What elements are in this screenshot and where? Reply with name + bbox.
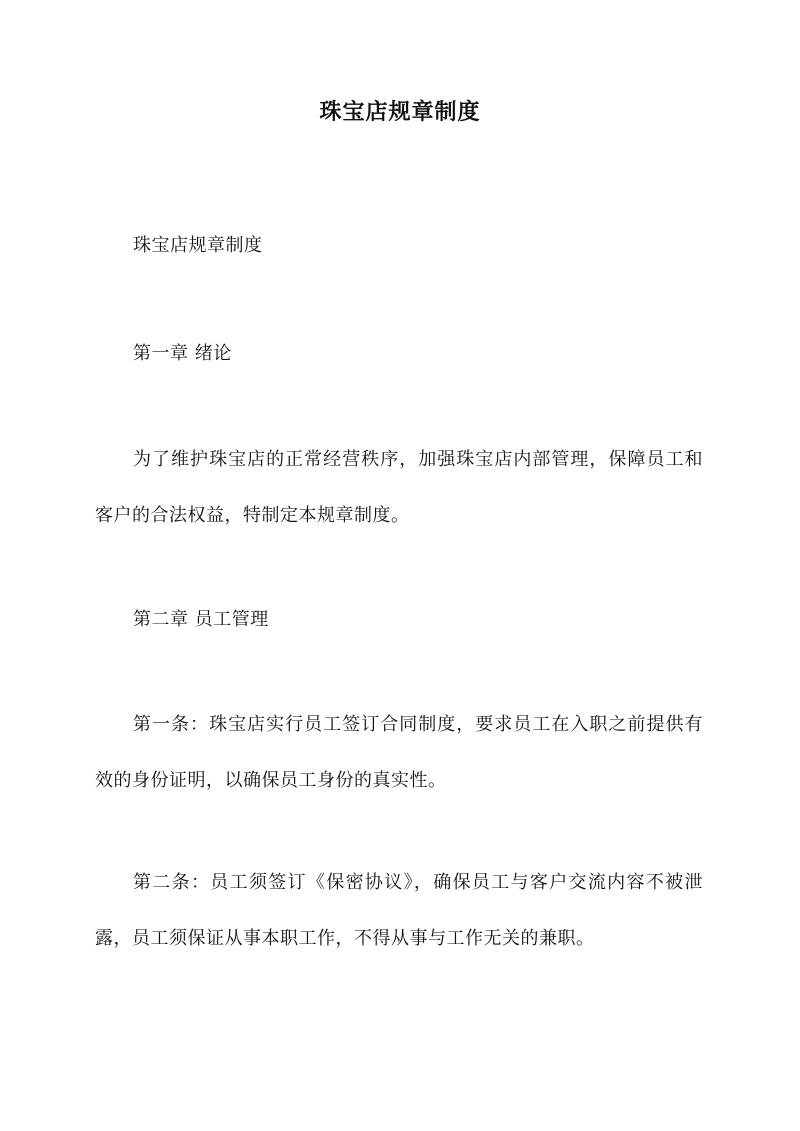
intro-paragraph: 为了维护珠宝店的正常经营秩序，加强珠宝店内部管理，保障员工和客户的合法权益，特制定本规章制度。 <box>95 449 703 526</box>
chapter-two-heading: 第二章 员工管理 <box>133 609 269 630</box>
article-two-paragraph: 第二条：员工须签订《保密协议》，确保员工与客户交流内容不被泄露，员工须保证从事本职工作，不得从事与工作无关的兼职。 <box>95 872 703 949</box>
article-one-paragraph: 第一条：珠宝店实行员工签订合同制度，要求员工在入职之前提供有效的身份证明，以确保员工身份的真实性。 <box>95 714 703 791</box>
chapter-one-heading: 第一章 绪论 <box>133 343 232 364</box>
document-title: 珠宝店规章制度 <box>319 99 481 125</box>
subtitle-paragraph: 珠宝店规章制度 <box>133 235 263 256</box>
